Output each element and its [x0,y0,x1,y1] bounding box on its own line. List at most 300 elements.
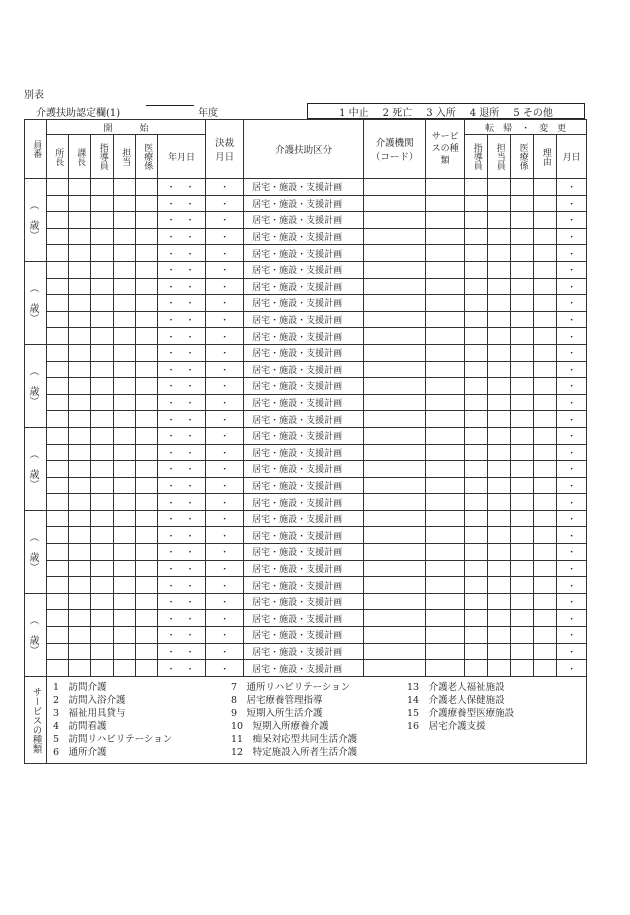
stamp-cell[interactable] [91,444,114,461]
category-cell[interactable]: 居宅・施設・支援計画 [244,295,364,312]
stamp-cell[interactable] [91,295,114,312]
category-cell[interactable]: 居宅・施設・支援計画 [244,245,364,262]
category-cell[interactable]: 居宅・施設・支援計画 [244,560,364,577]
change-instructor-cell[interactable] [465,527,488,544]
change-medical-cell[interactable] [511,179,534,196]
stamp-cell[interactable] [91,660,114,677]
stamp-cell[interactable] [91,344,114,361]
stamp-cell[interactable] [136,195,158,212]
change-reason-cell[interactable] [534,179,557,196]
change-date-cell[interactable]: ・ [557,444,587,461]
decision-date-cell[interactable]: ・ [206,461,244,478]
change-date-cell[interactable]: ・ [557,544,587,561]
decision-date-cell[interactable]: ・ [206,527,244,544]
change-medical-cell[interactable] [511,245,534,262]
change-staff-cell[interactable] [488,477,511,494]
stamp-cell[interactable] [114,627,136,644]
change-instructor-cell[interactable] [465,179,488,196]
change-staff-cell[interactable] [488,295,511,312]
agency-cell[interactable] [364,361,426,378]
change-medical-cell[interactable] [511,278,534,295]
stamp-cell[interactable] [136,295,158,312]
stamp-cell[interactable] [114,195,136,212]
change-staff-cell[interactable] [488,245,511,262]
change-staff-cell[interactable] [488,212,511,229]
stamp-cell[interactable] [114,427,136,444]
stamp-cell[interactable] [114,660,136,677]
change-date-cell[interactable]: ・ [557,560,587,577]
stamp-cell[interactable] [69,577,91,594]
change-medical-cell[interactable] [511,660,534,677]
change-instructor-cell[interactable] [465,361,488,378]
agency-cell[interactable] [364,660,426,677]
change-medical-cell[interactable] [511,195,534,212]
stamp-cell[interactable] [114,510,136,527]
start-date-cell[interactable]: ・・ [158,378,206,395]
change-medical-cell[interactable] [511,311,534,328]
change-staff-cell[interactable] [488,411,511,428]
change-medical-cell[interactable] [511,261,534,278]
service-type-cell[interactable] [426,643,465,660]
start-date-cell[interactable]: ・・ [158,278,206,295]
stamp-cell[interactable] [69,361,91,378]
stamp-cell[interactable] [136,394,158,411]
start-date-cell[interactable]: ・・ [158,660,206,677]
decision-date-cell[interactable]: ・ [206,394,244,411]
start-date-cell[interactable]: ・・ [158,494,206,511]
stamp-cell[interactable] [69,643,91,660]
start-date-cell[interactable]: ・・ [158,477,206,494]
change-reason-cell[interactable] [534,361,557,378]
change-date-cell[interactable]: ・ [557,245,587,262]
service-type-cell[interactable] [426,660,465,677]
agency-cell[interactable] [364,378,426,395]
change-instructor-cell[interactable] [465,228,488,245]
change-staff-cell[interactable] [488,461,511,478]
change-date-cell[interactable]: ・ [557,328,587,345]
agency-cell[interactable] [364,228,426,245]
category-cell[interactable]: 居宅・施設・支援計画 [244,477,364,494]
stamp-cell[interactable] [114,228,136,245]
stamp-cell[interactable] [47,328,69,345]
stamp-cell[interactable] [69,527,91,544]
change-reason-cell[interactable] [534,461,557,478]
category-cell[interactable]: 居宅・施設・支援計画 [244,261,364,278]
change-date-cell[interactable]: ・ [557,461,587,478]
change-instructor-cell[interactable] [465,544,488,561]
service-type-cell[interactable] [426,477,465,494]
category-cell[interactable]: 居宅・施設・支援計画 [244,577,364,594]
stamp-cell[interactable] [47,361,69,378]
change-reason-cell[interactable] [534,228,557,245]
change-reason-cell[interactable] [534,544,557,561]
change-date-cell[interactable]: ・ [557,278,587,295]
stamp-cell[interactable] [47,228,69,245]
stamp-cell[interactable] [114,643,136,660]
start-date-cell[interactable]: ・・ [158,461,206,478]
start-date-cell[interactable]: ・・ [158,195,206,212]
change-instructor-cell[interactable] [465,328,488,345]
category-cell[interactable]: 居宅・施設・支援計画 [244,328,364,345]
stamp-cell[interactable] [91,461,114,478]
category-cell[interactable]: 居宅・施設・支援計画 [244,212,364,229]
stamp-cell[interactable] [47,344,69,361]
change-date-cell[interactable]: ・ [557,577,587,594]
agency-cell[interactable] [364,212,426,229]
start-date-cell[interactable]: ・・ [158,328,206,345]
change-staff-cell[interactable] [488,643,511,660]
agency-cell[interactable] [364,510,426,527]
start-date-cell[interactable]: ・・ [158,560,206,577]
start-date-cell[interactable]: ・・ [158,643,206,660]
change-instructor-cell[interactable] [465,311,488,328]
category-cell[interactable]: 居宅・施設・支援計画 [244,660,364,677]
start-date-cell[interactable]: ・・ [158,311,206,328]
stamp-cell[interactable] [91,378,114,395]
stamp-cell[interactable] [69,444,91,461]
change-medical-cell[interactable] [511,510,534,527]
agency-cell[interactable] [364,494,426,511]
change-date-cell[interactable]: ・ [557,179,587,196]
category-cell[interactable]: 居宅・施設・支援計画 [244,510,364,527]
change-instructor-cell[interactable] [465,444,488,461]
stamp-cell[interactable] [136,212,158,229]
agency-cell[interactable] [364,261,426,278]
start-date-cell[interactable]: ・・ [158,245,206,262]
stamp-cell[interactable] [91,477,114,494]
service-type-cell[interactable] [426,577,465,594]
member-age-cell[interactable]: （ 歳） [25,344,47,427]
decision-date-cell[interactable]: ・ [206,577,244,594]
decision-date-cell[interactable]: ・ [206,560,244,577]
stamp-cell[interactable] [69,394,91,411]
change-date-cell[interactable]: ・ [557,228,587,245]
stamp-cell[interactable] [114,378,136,395]
stamp-cell[interactable] [69,179,91,196]
decision-date-cell[interactable]: ・ [206,179,244,196]
stamp-cell[interactable] [114,577,136,594]
decision-date-cell[interactable]: ・ [206,643,244,660]
agency-cell[interactable] [364,295,426,312]
stamp-cell[interactable] [114,560,136,577]
change-staff-cell[interactable] [488,261,511,278]
service-type-cell[interactable] [426,311,465,328]
agency-cell[interactable] [364,311,426,328]
change-instructor-cell[interactable] [465,378,488,395]
category-cell[interactable]: 居宅・施設・支援計画 [244,195,364,212]
stamp-cell[interactable] [136,643,158,660]
change-medical-cell[interactable] [511,610,534,627]
change-staff-cell[interactable] [488,510,511,527]
stamp-cell[interactable] [69,344,91,361]
change-instructor-cell[interactable] [465,344,488,361]
change-staff-cell[interactable] [488,494,511,511]
stamp-cell[interactable] [136,477,158,494]
service-type-cell[interactable] [426,527,465,544]
stamp-cell[interactable] [91,394,114,411]
change-medical-cell[interactable] [511,560,534,577]
service-type-cell[interactable] [426,261,465,278]
stamp-cell[interactable] [91,179,114,196]
change-reason-cell[interactable] [534,627,557,644]
change-medical-cell[interactable] [511,544,534,561]
stamp-cell[interactable] [69,593,91,610]
change-instructor-cell[interactable] [465,427,488,444]
category-cell[interactable]: 居宅・施設・支援計画 [244,494,364,511]
stamp-cell[interactable] [69,411,91,428]
start-date-cell[interactable]: ・・ [158,577,206,594]
category-cell[interactable]: 居宅・施設・支援計画 [244,461,364,478]
agency-cell[interactable] [364,179,426,196]
start-date-cell[interactable]: ・・ [158,610,206,627]
service-type-cell[interactable] [426,544,465,561]
stamp-cell[interactable] [69,378,91,395]
service-type-cell[interactable] [426,411,465,428]
stamp-cell[interactable] [136,510,158,527]
change-date-cell[interactable]: ・ [557,494,587,511]
stamp-cell[interactable] [47,510,69,527]
service-type-cell[interactable] [426,593,465,610]
stamp-cell[interactable] [136,245,158,262]
change-medical-cell[interactable] [511,394,534,411]
stamp-cell[interactable] [136,544,158,561]
stamp-cell[interactable] [114,527,136,544]
stamp-cell[interactable] [91,643,114,660]
change-medical-cell[interactable] [511,593,534,610]
change-medical-cell[interactable] [511,627,534,644]
stamp-cell[interactable] [114,245,136,262]
change-staff-cell[interactable] [488,427,511,444]
change-staff-cell[interactable] [488,228,511,245]
change-date-cell[interactable]: ・ [557,344,587,361]
service-type-cell[interactable] [426,278,465,295]
change-instructor-cell[interactable] [465,660,488,677]
stamp-cell[interactable] [114,477,136,494]
stamp-cell[interactable] [114,461,136,478]
change-reason-cell[interactable] [534,593,557,610]
change-date-cell[interactable]: ・ [557,311,587,328]
change-medical-cell[interactable] [511,361,534,378]
service-type-cell[interactable] [426,394,465,411]
change-date-cell[interactable]: ・ [557,643,587,660]
change-date-cell[interactable]: ・ [557,593,587,610]
decision-date-cell[interactable]: ・ [206,311,244,328]
change-medical-cell[interactable] [511,378,534,395]
stamp-cell[interactable] [69,295,91,312]
change-staff-cell[interactable] [488,361,511,378]
service-type-cell[interactable] [426,461,465,478]
stamp-cell[interactable] [114,344,136,361]
change-date-cell[interactable]: ・ [557,660,587,677]
change-staff-cell[interactable] [488,195,511,212]
change-staff-cell[interactable] [488,593,511,610]
decision-date-cell[interactable]: ・ [206,411,244,428]
change-medical-cell[interactable] [511,444,534,461]
decision-date-cell[interactable]: ・ [206,245,244,262]
category-cell[interactable]: 居宅・施設・支援計画 [244,228,364,245]
decision-date-cell[interactable]: ・ [206,278,244,295]
change-instructor-cell[interactable] [465,593,488,610]
start-date-cell[interactable]: ・・ [158,212,206,229]
stamp-cell[interactable] [47,212,69,229]
change-staff-cell[interactable] [488,560,511,577]
stamp-cell[interactable] [69,510,91,527]
stamp-cell[interactable] [136,560,158,577]
stamp-cell[interactable] [114,212,136,229]
stamp-cell[interactable] [47,444,69,461]
stamp-cell[interactable] [136,461,158,478]
decision-date-cell[interactable]: ・ [206,544,244,561]
decision-date-cell[interactable]: ・ [206,328,244,345]
category-cell[interactable]: 居宅・施設・支援計画 [244,643,364,660]
change-reason-cell[interactable] [534,295,557,312]
stamp-cell[interactable] [114,610,136,627]
stamp-cell[interactable] [91,527,114,544]
stamp-cell[interactable] [136,228,158,245]
change-date-cell[interactable]: ・ [557,627,587,644]
change-date-cell[interactable]: ・ [557,411,587,428]
service-type-cell[interactable] [426,344,465,361]
change-reason-cell[interactable] [534,477,557,494]
agency-cell[interactable] [364,577,426,594]
change-reason-cell[interactable] [534,195,557,212]
category-cell[interactable]: 居宅・施設・支援計画 [244,344,364,361]
stamp-cell[interactable] [136,627,158,644]
stamp-cell[interactable] [69,660,91,677]
member-age-cell[interactable]: （ 歳） [25,593,47,676]
change-reason-cell[interactable] [534,577,557,594]
change-medical-cell[interactable] [511,411,534,428]
service-type-cell[interactable] [426,228,465,245]
decision-date-cell[interactable]: ・ [206,261,244,278]
change-staff-cell[interactable] [488,179,511,196]
stamp-cell[interactable] [47,278,69,295]
agency-cell[interactable] [364,195,426,212]
stamp-cell[interactable] [91,228,114,245]
start-date-cell[interactable]: ・・ [158,444,206,461]
decision-date-cell[interactable]: ・ [206,212,244,229]
category-cell[interactable]: 居宅・施設・支援計画 [244,378,364,395]
service-type-cell[interactable] [426,378,465,395]
category-cell[interactable]: 居宅・施設・支援計画 [244,593,364,610]
change-medical-cell[interactable] [511,344,534,361]
agency-cell[interactable] [364,278,426,295]
stamp-cell[interactable] [47,560,69,577]
decision-date-cell[interactable]: ・ [206,295,244,312]
stamp-cell[interactable] [69,278,91,295]
stamp-cell[interactable] [91,328,114,345]
stamp-cell[interactable] [136,577,158,594]
change-medical-cell[interactable] [511,212,534,229]
decision-date-cell[interactable]: ・ [206,510,244,527]
start-date-cell[interactable]: ・・ [158,344,206,361]
stamp-cell[interactable] [91,610,114,627]
change-reason-cell[interactable] [534,278,557,295]
stamp-cell[interactable] [69,328,91,345]
stamp-cell[interactable] [69,610,91,627]
change-instructor-cell[interactable] [465,643,488,660]
change-instructor-cell[interactable] [465,261,488,278]
stamp-cell[interactable] [69,427,91,444]
stamp-cell[interactable] [47,660,69,677]
decision-date-cell[interactable]: ・ [206,477,244,494]
stamp-cell[interactable] [91,560,114,577]
stamp-cell[interactable] [91,311,114,328]
stamp-cell[interactable] [47,627,69,644]
stamp-cell[interactable] [136,660,158,677]
stamp-cell[interactable] [47,195,69,212]
category-cell[interactable]: 居宅・施設・支援計画 [244,361,364,378]
change-medical-cell[interactable] [511,643,534,660]
change-medical-cell[interactable] [511,461,534,478]
category-cell[interactable]: 居宅・施設・支援計画 [244,544,364,561]
change-staff-cell[interactable] [488,527,511,544]
stamp-cell[interactable] [47,544,69,561]
start-date-cell[interactable]: ・・ [158,228,206,245]
change-instructor-cell[interactable] [465,477,488,494]
stamp-cell[interactable] [114,278,136,295]
stamp-cell[interactable] [47,311,69,328]
category-cell[interactable]: 居宅・施設・支援計画 [244,627,364,644]
change-instructor-cell[interactable] [465,610,488,627]
start-date-cell[interactable]: ・・ [158,179,206,196]
change-staff-cell[interactable] [488,660,511,677]
start-date-cell[interactable]: ・・ [158,544,206,561]
decision-date-cell[interactable]: ・ [206,378,244,395]
stamp-cell[interactable] [91,593,114,610]
change-reason-cell[interactable] [534,411,557,428]
stamp-cell[interactable] [69,195,91,212]
agency-cell[interactable] [364,627,426,644]
decision-date-cell[interactable]: ・ [206,361,244,378]
change-reason-cell[interactable] [534,643,557,660]
agency-cell[interactable] [364,461,426,478]
stamp-cell[interactable] [69,228,91,245]
change-staff-cell[interactable] [488,278,511,295]
change-instructor-cell[interactable] [465,394,488,411]
category-cell[interactable]: 居宅・施設・支援計画 [244,444,364,461]
service-type-cell[interactable] [426,560,465,577]
change-reason-cell[interactable] [534,212,557,229]
change-reason-cell[interactable] [534,427,557,444]
stamp-cell[interactable] [47,295,69,312]
stamp-cell[interactable] [114,544,136,561]
change-date-cell[interactable]: ・ [557,195,587,212]
change-date-cell[interactable]: ・ [557,212,587,229]
stamp-cell[interactable] [69,477,91,494]
member-age-cell[interactable]: （ 歳） [25,427,47,510]
decision-date-cell[interactable]: ・ [206,494,244,511]
change-reason-cell[interactable] [534,444,557,461]
change-medical-cell[interactable] [511,494,534,511]
decision-date-cell[interactable]: ・ [206,610,244,627]
stamp-cell[interactable] [69,245,91,262]
stamp-cell[interactable] [114,394,136,411]
stamp-cell[interactable] [69,461,91,478]
category-cell[interactable]: 居宅・施設・支援計画 [244,394,364,411]
change-staff-cell[interactable] [488,378,511,395]
start-date-cell[interactable]: ・・ [158,394,206,411]
stamp-cell[interactable] [114,361,136,378]
service-type-cell[interactable] [426,494,465,511]
stamp-cell[interactable] [91,627,114,644]
category-cell[interactable]: 居宅・施設・支援計画 [244,311,364,328]
change-instructor-cell[interactable] [465,494,488,511]
change-staff-cell[interactable] [488,627,511,644]
stamp-cell[interactable] [47,261,69,278]
service-type-cell[interactable] [426,444,465,461]
change-instructor-cell[interactable] [465,577,488,594]
